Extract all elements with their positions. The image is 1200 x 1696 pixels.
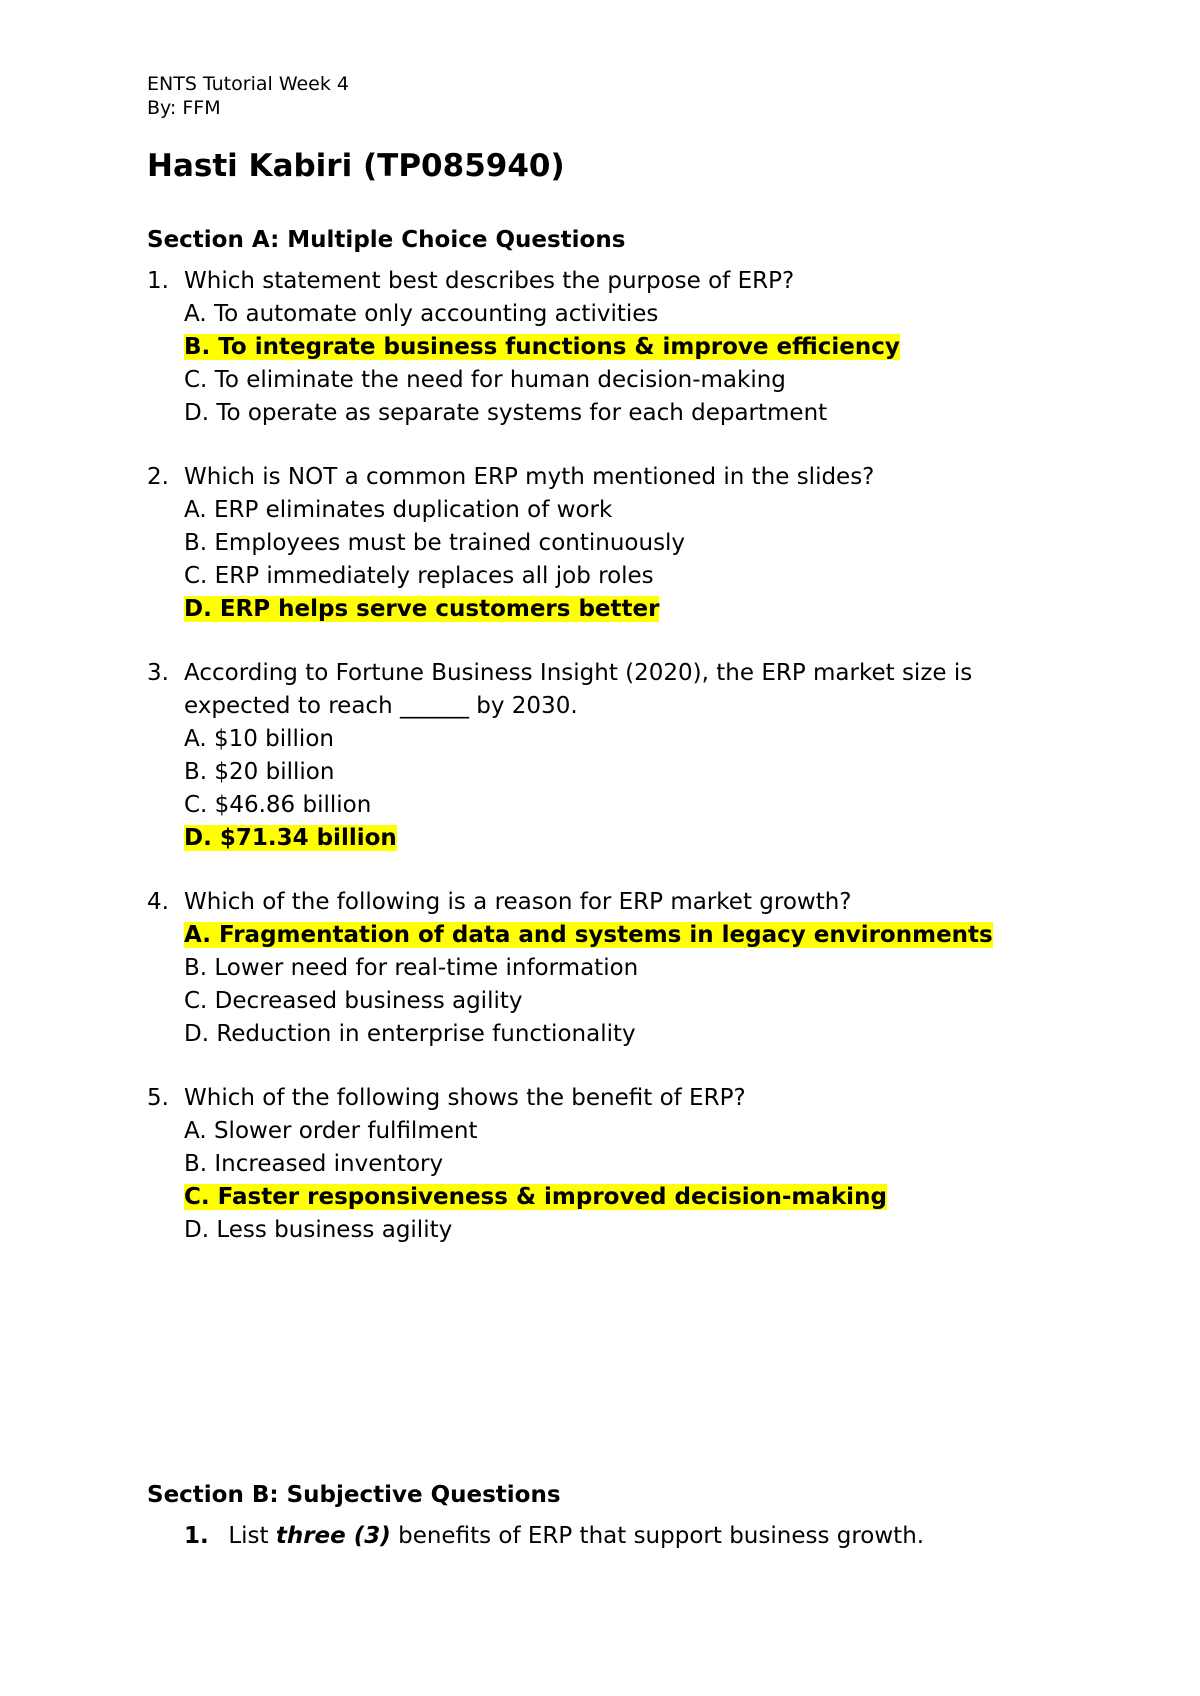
- option-text: C. ERP immediately replaces all job roles: [184, 563, 654, 589]
- option-a-highlighted-answer: [147, 919, 1107, 952]
- option-b: [147, 952, 1107, 985]
- option-text: C. To eliminate the need for human decision-making: [184, 367, 786, 393]
- option-c-highlighted-answer: [147, 1181, 1107, 1214]
- option-text: A. $10 billion: [184, 726, 334, 752]
- question-number: 1.: [184, 1523, 209, 1549]
- question-stem: [147, 886, 1107, 919]
- section-b-heading: Section B: Subjective Questions: [147, 1482, 561, 1508]
- subjective-question-1: [147, 1520, 924, 1553]
- option-b-highlighted-answer: [147, 331, 1107, 364]
- option-text: B. To integrate business functions & improve efficiency: [184, 334, 900, 360]
- question-number: 3.: [147, 660, 169, 686]
- option-text: C. Decreased business agility: [184, 988, 523, 1014]
- mcq-question-4: [147, 886, 1107, 1051]
- option-text: C. Faster responsiveness & improved decision-making: [184, 1184, 887, 1210]
- option-text: D. To operate as separate systems for each department: [184, 400, 828, 426]
- option-text: C. $46.86 billion: [184, 792, 372, 818]
- option-text: D. Reduction in enterprise functionality: [184, 1021, 636, 1047]
- mcq-question-3: [147, 657, 1107, 855]
- option-c: [147, 364, 1107, 397]
- option-text: A. Fragmentation of data and systems in legacy environments: [184, 922, 993, 948]
- option-text: A. Slower order fulfilment: [184, 1118, 478, 1144]
- question-stem: [147, 657, 1107, 690]
- option-a: [147, 494, 1107, 527]
- option-text: D. ERP helps serve customers better: [184, 596, 660, 622]
- question-emphasis: three (3): [275, 1523, 391, 1549]
- option-b: [147, 527, 1107, 560]
- option-a: [147, 298, 1107, 331]
- question-text: expected to reach ______ by 2030.: [184, 693, 578, 719]
- question-stem: [147, 265, 1107, 298]
- option-a: [147, 1115, 1107, 1148]
- question-number: 4.: [147, 889, 169, 915]
- question-prefix: List: [228, 1523, 269, 1549]
- author-line: By: FFM: [147, 97, 221, 119]
- option-text: B. Lower need for real-time information: [184, 955, 639, 981]
- question-text: Which statement best describes the purpose of ERP?: [184, 268, 795, 294]
- student-name-title: Hasti Kabiri (TP085940): [147, 148, 565, 184]
- option-text: D. Less business agility: [184, 1217, 453, 1243]
- option-d: [147, 1214, 1107, 1247]
- course-title: ENTS Tutorial Week 4: [147, 73, 349, 95]
- question-stem: [147, 461, 1107, 494]
- option-b: [147, 1148, 1107, 1181]
- option-text: D. $71.34 billion: [184, 825, 397, 851]
- question-number: 5.: [147, 1085, 169, 1111]
- option-d: [147, 397, 1107, 430]
- question-text: Which of the following shows the benefit of ERP?: [184, 1085, 746, 1111]
- option-text: B. $20 billion: [184, 759, 335, 785]
- option-text: B. Increased inventory: [184, 1151, 444, 1177]
- mcq-question-5: [147, 1082, 1107, 1247]
- option-text: B. Employees must be trained continuously: [184, 530, 686, 556]
- option-d: [147, 1018, 1107, 1051]
- question-stem-continued: [147, 690, 1107, 723]
- question-text: Which is NOT a common ERP myth mentioned in the slides?: [184, 464, 875, 490]
- option-c: [147, 789, 1107, 822]
- question-number: 2.: [147, 464, 169, 490]
- option-text: A. ERP eliminates duplication of work: [184, 497, 613, 523]
- question-stem: [147, 1082, 1107, 1115]
- option-c: [147, 560, 1107, 593]
- mcq-question-1: [147, 265, 1107, 430]
- option-c: [147, 985, 1107, 1018]
- option-d-highlighted-answer: [147, 822, 1107, 855]
- question-suffix: benefits of ERP that support business growth.: [398, 1523, 925, 1549]
- option-b: [147, 756, 1107, 789]
- option-a: [147, 723, 1107, 756]
- question-number: 1.: [147, 268, 169, 294]
- option-d-highlighted-answer: [147, 593, 1107, 626]
- option-text: A. To automate only accounting activities: [184, 301, 659, 327]
- question-text: Which of the following is a reason for ERP market growth?: [184, 889, 852, 915]
- question-text: According to Fortune Business Insight (2020), the ERP market size is: [184, 660, 973, 686]
- mcq-question-2: [147, 461, 1107, 626]
- section-a-heading: Section A: Multiple Choice Questions: [147, 227, 626, 253]
